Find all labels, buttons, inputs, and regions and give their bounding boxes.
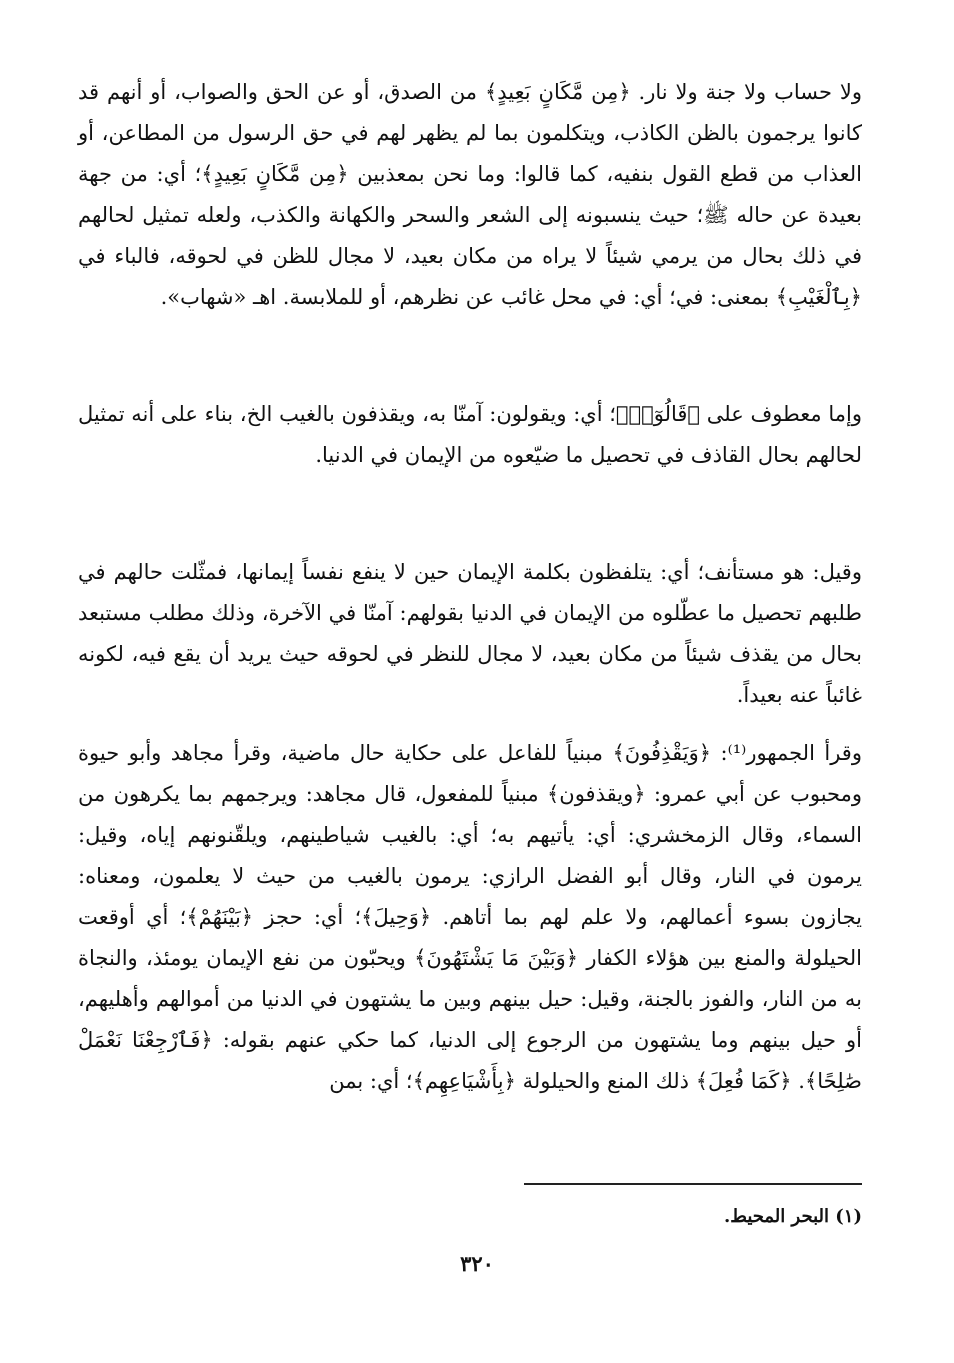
footnote-divider bbox=[524, 1183, 862, 1185]
paragraph-2: وإما معطوف على ﴿قَالُوٓا۟﴾؛ أي: ويقولون: آمنّا به، ويقذفون بالغيب الخ، بناء على أنه تمثيل لحالهم بحال القاذف في تحصيل ما ضيّعوه من الإيمان في الدنيا. bbox=[78, 402, 862, 467]
paragraph-1: ولا حساب ولا جنة ولا نار. ﴿مِن مَّكَانٍ بَعِيدٍ﴾ من الصدق، أو عن الحق والصواب، أو أنهم قد كانوا يرجمون بالظن الكاذب، ويتكلمون بما لم يظهر لهم في حق الرسول من المطاعن، أو العذاب من قطع القول بنفيه، كما قالوا: وما نحن بمعذبين ﴿مِن مَّكَانٍ بَعِيدٍ﴾؛ أي: من جهة بعيدة عن حاله ﷺ؛ حيث ينسبونه إلى الشعر والسحر والكهانة والكذب، ولعله تمثيل لحالهم في ذلك بحال من يرمي شيئاً لا يراه من مكان بعيد، لا مجال للظن في لحوقه، فالباء في ﴿بِٱلْغَيْبِ﴾ بمعنى: في؛ أي: في محل غائب عن نظرهم، أو للملابسة. اهـ «شهاب». bbox=[78, 80, 862, 309]
paragraph-3: وقيل: هو مستأنف؛ أي: يتلفظون بكلمة الإيمان حين لا ينفع نفساً إيمانها، فمثّلت حالهم في طلبهم تحصيل ما عطّلوه من الإيمان في الدنيا بقولهم: آمنّا في الآخرة، وذلك مطلب مستبعد بحال من يقذف شيئاً من مكان بعيد، لا مجال للنظر في لحوقه حيث يريد أن يقع فيه، لكونه غائباً عنه بعيداً. bbox=[78, 560, 862, 707]
paragraph-4: وقرأ الجمهور⁽¹⁾: ﴿وَيَقْذِفُونَ﴾ مبنياً للفاعل على حكاية حال ماضية، وقرأ مجاهد وأبو حيوة ومحبوب عن أبي عمرو: ﴿ويقذفون﴾ مبنياً للمفعول، قال مجاهد: ويرجمهم بما يكرهون من السماء، وقال الزمخشري: أي: يأتيهم به؛ أي: بالغيب شياطينهم، ويلقّنونهم إياه، وقيل: يرمون في النار، وقال أبو الفضل الرازي: يرمون بالغيب من حيث لا يعلمون، ومعناه: يجازون بسوء أعمالهم، ولا علم لهم بما أتاهم. ﴿وَحِيلَ﴾؛ أي: حجز ﴿بَيْنَهُمْ﴾؛ أي أوقعت الحيلولة والمنع بين هؤلاء الكفار ﴿وَبَيْنَ مَا يَشْتَهُونَ﴾ ويحبّون من نفع الإيمان يومئذ، والنجاة به من النار، والفوز بالجنة، وقيل: حيل بينهم وبين ما يشتهون في الدنيا من أموالهم وأهليهم، أو حيل بينهم وما يشتهون من الرجوع إلى الدنيا، كما حكي عنهم بقوله: ﴿فَٱرْجِعْنَا نَعْمَلْ صَٰلِحًا﴾. ﴿كَمَا فُعِلَ﴾ ذلك المنع والحيلولة ﴿بِأَشْيَاعِهِم﴾؛ أي: بمن bbox=[78, 741, 862, 1093]
footnote: (١) البحر المحيط. bbox=[723, 1206, 862, 1227]
page-number: ٣٢٠ bbox=[460, 1251, 494, 1276]
